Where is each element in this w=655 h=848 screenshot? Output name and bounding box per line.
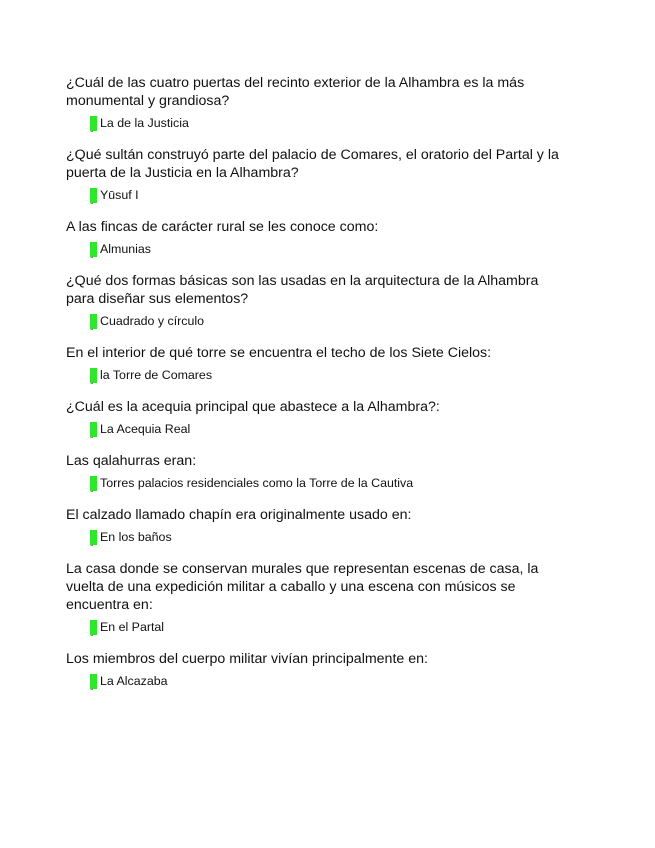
quiz-list: [66, 74, 566, 704]
question-text: Las qalahurras eran:: [66, 453, 197, 469]
answer-text: La de la Justicia: [100, 116, 189, 130]
correct-answer-marker-icon: [90, 530, 97, 545]
answer-text: Torres palacios residenciales como la Torre de la Cautiva: [100, 476, 414, 490]
correct-answer-marker-icon: [90, 314, 97, 329]
quiz-item: [66, 452, 566, 491]
answer-row: [90, 241, 566, 257]
quiz-item: [66, 560, 566, 635]
answer-row: [90, 619, 566, 635]
answer-text: La Acequia Real: [100, 422, 191, 436]
question-text: Los miembros del cuerpo militar vivían principalmente en:: [66, 651, 428, 667]
answer-row: [90, 187, 566, 203]
correct-answer-marker-icon: [90, 116, 97, 131]
answer-row: [90, 313, 566, 329]
answer-text: La Alcazaba: [100, 674, 168, 688]
question-text: El calzado llamado chapín era originalmente usado en:: [66, 507, 412, 523]
answer-row: [90, 475, 566, 491]
quiz-item: [66, 506, 566, 545]
quiz-item: [66, 650, 566, 689]
answer-row: [90, 673, 566, 689]
correct-answer-marker-icon: [90, 620, 97, 635]
answer-text: Yūsuf I: [100, 188, 139, 202]
answer-text: En los baños: [100, 530, 172, 544]
question-text: En el interior de qué torre se encuentra el techo de los Siete Cielos:: [66, 345, 492, 361]
quiz-item: [66, 272, 566, 329]
answer-row: [90, 529, 566, 545]
quiz-item: [66, 398, 566, 437]
correct-answer-marker-icon: [90, 422, 97, 437]
question-text: ¿Qué dos formas básicas son las usadas en la arquitectura de la Alhambra para diseñar sus elementos?: [66, 273, 539, 307]
quiz-item: [66, 218, 566, 257]
answer-text: En el Partal: [100, 620, 165, 634]
answer-row: [90, 115, 566, 131]
quiz-item: [66, 146, 566, 203]
quiz-item: [66, 344, 566, 383]
correct-answer-marker-icon: [90, 476, 97, 491]
answer-text: la Torre de Comares: [100, 368, 213, 382]
correct-answer-marker-icon: [90, 674, 97, 689]
quiz-item: [66, 74, 566, 131]
question-text: A las fincas de carácter rural se les conoce como:: [66, 219, 379, 235]
question-text: La casa donde se conservan murales que representan escenas de casa, la vuelta de una expedición militar a caballo y una escena con músicos se encuentra en:: [66, 561, 539, 613]
correct-answer-marker-icon: [90, 188, 97, 203]
question-text: ¿Cuál es la acequia principal que abastece a la Alhambra?:: [66, 399, 440, 415]
correct-answer-marker-icon: [90, 242, 97, 257]
answer-text: Cuadrado y círculo: [100, 314, 204, 328]
question-text: ¿Qué sultán construyó parte del palacio de Comares, el oratorio del Partal y la puerta de la Justicia en la Alhambra?: [66, 147, 559, 181]
answer-row: [90, 421, 566, 437]
correct-answer-marker-icon: [90, 368, 97, 383]
question-text: ¿Cuál de las cuatro puertas del recinto exterior de la Alhambra es la más monumental y grandiosa?: [66, 75, 525, 109]
answer-row: [90, 367, 566, 383]
answer-text: Almunias: [100, 242, 151, 256]
